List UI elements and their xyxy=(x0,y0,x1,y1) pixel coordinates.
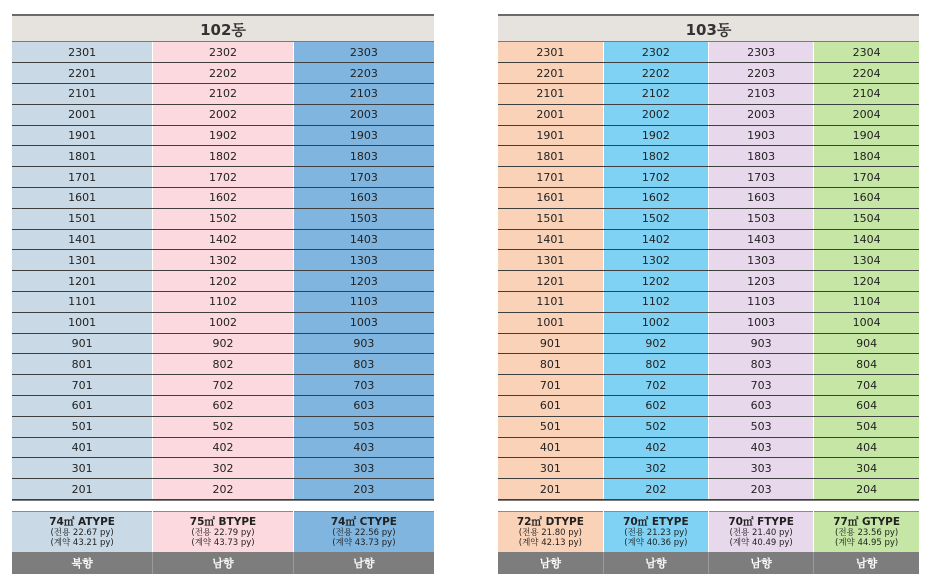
unit-cell: 504 xyxy=(814,416,919,437)
direction-row xyxy=(12,552,434,574)
type-name: 74㎡ ATYPE xyxy=(49,516,115,529)
table-row xyxy=(498,479,919,500)
unit-cell: 201 xyxy=(12,479,153,500)
table-row xyxy=(498,375,919,396)
table-row xyxy=(12,271,434,292)
unit-cell: 602 xyxy=(603,396,708,417)
unit-cell: 1701 xyxy=(498,167,603,188)
table-row xyxy=(12,125,434,146)
contract-area: (계약 43.73 py) xyxy=(332,538,396,549)
unit-cell: 2003 xyxy=(709,104,814,125)
unit-cell: 401 xyxy=(498,437,603,458)
unit-cell: 403 xyxy=(293,437,434,458)
exclusive-area: (전용 21.23 py) xyxy=(624,528,688,539)
table-row xyxy=(498,354,919,375)
unit-cell: 1001 xyxy=(498,312,603,333)
unit-cell: 1501 xyxy=(498,208,603,229)
type-name: 75㎡ BTYPE xyxy=(189,516,257,529)
table-row xyxy=(12,354,434,375)
unit-cell: 802 xyxy=(153,354,294,375)
table-row xyxy=(498,250,919,271)
unit-cell: 2204 xyxy=(814,63,919,84)
unit-cell: 503 xyxy=(293,416,434,437)
unit-cell: 502 xyxy=(153,416,294,437)
building-102-table xyxy=(12,14,434,574)
building-title: 102동 xyxy=(12,14,434,42)
unit-cell: 1401 xyxy=(12,229,153,250)
unit-cell: 904 xyxy=(814,333,919,354)
unit-cell: 1802 xyxy=(153,146,294,167)
unit-cell: 1903 xyxy=(709,125,814,146)
table-row xyxy=(498,146,919,167)
unit-cell: 501 xyxy=(12,416,153,437)
unit-cell: 203 xyxy=(293,479,434,500)
unit-cell: 1602 xyxy=(603,188,708,209)
unit-type-cell xyxy=(814,512,919,553)
unit-cell: 502 xyxy=(603,416,708,437)
unit-cell: 302 xyxy=(153,458,294,479)
unit-type-cell xyxy=(12,512,153,553)
unit-cell: 1104 xyxy=(814,292,919,313)
unit-cell: 1103 xyxy=(293,292,434,313)
unit-cell: 804 xyxy=(814,354,919,375)
table-row xyxy=(498,188,919,209)
table-row xyxy=(12,146,434,167)
unit-cell: 402 xyxy=(603,437,708,458)
type-name: 77㎡ GTYPE xyxy=(833,516,901,529)
building-title: 103동 xyxy=(498,14,919,42)
unit-cell: 304 xyxy=(814,458,919,479)
unit-cell: 1201 xyxy=(12,271,153,292)
unit-cell: 1403 xyxy=(709,229,814,250)
direction-cell: 남향 xyxy=(603,552,708,574)
unit-cell: 701 xyxy=(498,375,603,396)
unit-cell: 2002 xyxy=(153,104,294,125)
unit-cell: 501 xyxy=(498,416,603,437)
unit-cell: 2302 xyxy=(153,42,294,63)
unit-grid xyxy=(498,42,919,500)
unit-cell: 2203 xyxy=(709,63,814,84)
table-row xyxy=(498,104,919,125)
unit-cell: 1702 xyxy=(153,167,294,188)
unit-type-cell xyxy=(603,512,708,553)
table-row xyxy=(498,42,919,63)
unit-cell: 2304 xyxy=(814,42,919,63)
direction-cell: 북향 xyxy=(12,552,153,574)
unit-cell: 403 xyxy=(709,437,814,458)
exclusive-area: (전용 21.40 py) xyxy=(729,528,793,539)
table-row xyxy=(12,375,434,396)
table-row xyxy=(498,63,919,84)
section-divider xyxy=(498,500,919,511)
unit-cell: 2103 xyxy=(293,84,434,105)
table-row xyxy=(12,292,434,313)
table-row xyxy=(12,416,434,437)
unit-cell: 1401 xyxy=(498,229,603,250)
unit-cell: 703 xyxy=(293,375,434,396)
unit-cell: 1803 xyxy=(709,146,814,167)
direction-cell: 남향 xyxy=(709,552,814,574)
building-103-table xyxy=(498,14,919,574)
unit-cell: 204 xyxy=(814,479,919,500)
exclusive-area: (전용 21.80 py) xyxy=(518,528,582,539)
unit-cell: 902 xyxy=(153,333,294,354)
table-row xyxy=(498,458,919,479)
unit-cell: 1804 xyxy=(814,146,919,167)
unit-cell: 1001 xyxy=(12,312,153,333)
unit-cell: 2102 xyxy=(603,84,708,105)
unit-cell: 801 xyxy=(498,354,603,375)
unit-cell: 1501 xyxy=(12,208,153,229)
unit-cell: 2002 xyxy=(603,104,708,125)
table-row xyxy=(12,42,434,63)
unit-cell: 601 xyxy=(12,396,153,417)
unit-cell: 1101 xyxy=(498,292,603,313)
exclusive-area: (전용 23.56 py) xyxy=(835,528,899,539)
type-name: 74㎡ CTYPE xyxy=(330,516,397,529)
unit-cell: 2003 xyxy=(293,104,434,125)
unit-cell: 1503 xyxy=(293,208,434,229)
table-row xyxy=(498,229,919,250)
table-row xyxy=(498,312,919,333)
contract-area: (계약 40.49 py) xyxy=(729,538,793,549)
unit-cell: 2303 xyxy=(293,42,434,63)
unit-cell: 602 xyxy=(153,396,294,417)
unit-cell: 1703 xyxy=(293,167,434,188)
unit-cell: 603 xyxy=(709,396,814,417)
unit-cell: 1601 xyxy=(12,188,153,209)
table-row xyxy=(12,188,434,209)
unit-cell: 2001 xyxy=(12,104,153,125)
unit-cell: 1504 xyxy=(814,208,919,229)
unit-cell: 2201 xyxy=(12,63,153,84)
unit-cell: 1003 xyxy=(293,312,434,333)
direction-cell: 남향 xyxy=(293,552,434,574)
contract-area: (계약 43.73 py) xyxy=(191,538,255,549)
unit-cell: 902 xyxy=(603,333,708,354)
unit-cell: 1102 xyxy=(153,292,294,313)
unit-cell: 1902 xyxy=(603,125,708,146)
unit-cell: 702 xyxy=(153,375,294,396)
unit-cell: 802 xyxy=(603,354,708,375)
type-name: 70㎡ FTYPE xyxy=(728,516,794,529)
section-divider xyxy=(12,500,434,511)
unit-cell: 1704 xyxy=(814,167,919,188)
table-row xyxy=(498,437,919,458)
table-row xyxy=(12,312,434,333)
table-row xyxy=(498,271,919,292)
unit-cell: 1502 xyxy=(153,208,294,229)
direction-cell: 남향 xyxy=(814,552,919,574)
unit-cell: 1301 xyxy=(498,250,603,271)
unit-cell: 702 xyxy=(603,375,708,396)
unit-cell: 1603 xyxy=(709,188,814,209)
unit-type-row xyxy=(12,511,434,552)
unit-cell: 1901 xyxy=(12,125,153,146)
exclusive-area: (전용 22.79 py) xyxy=(191,528,255,539)
unit-cell: 301 xyxy=(12,458,153,479)
exclusive-area: (전용 22.67 py) xyxy=(50,528,114,539)
contract-area: (계약 44.95 py) xyxy=(835,538,899,549)
contract-area: (계약 42.13 py) xyxy=(518,538,582,549)
unit-type-cell xyxy=(293,512,434,553)
unit-cell: 2202 xyxy=(603,63,708,84)
unit-cell: 701 xyxy=(12,375,153,396)
unit-type-row xyxy=(498,511,919,552)
unit-cell: 1503 xyxy=(709,208,814,229)
unit-cell: 1201 xyxy=(498,271,603,292)
unit-cell: 401 xyxy=(12,437,153,458)
unit-cell: 2203 xyxy=(293,63,434,84)
type-name: 72㎡ DTYPE xyxy=(516,516,584,529)
unit-cell: 1004 xyxy=(814,312,919,333)
table-row xyxy=(498,84,919,105)
unit-cell: 1502 xyxy=(603,208,708,229)
direction-cell: 남향 xyxy=(498,552,603,574)
unit-cell: 203 xyxy=(709,479,814,500)
unit-cell: 1202 xyxy=(603,271,708,292)
contract-area: (계약 40.36 py) xyxy=(624,538,688,549)
unit-type-cell xyxy=(709,512,814,553)
unit-cell: 2101 xyxy=(498,84,603,105)
table-row xyxy=(12,479,434,500)
unit-cell: 1203 xyxy=(709,271,814,292)
unit-grid xyxy=(12,42,434,500)
unit-cell: 1402 xyxy=(153,229,294,250)
unit-cell: 2301 xyxy=(498,42,603,63)
unit-cell: 303 xyxy=(709,458,814,479)
unit-cell: 903 xyxy=(293,333,434,354)
table-row xyxy=(498,208,919,229)
unit-cell: 1204 xyxy=(814,271,919,292)
unit-cell: 302 xyxy=(603,458,708,479)
unit-cell: 2301 xyxy=(12,42,153,63)
type-name: 70㎡ ETYPE xyxy=(623,516,689,529)
unit-cell: 1301 xyxy=(12,250,153,271)
unit-cell: 1904 xyxy=(814,125,919,146)
unit-cell: 2303 xyxy=(709,42,814,63)
unit-cell: 2001 xyxy=(498,104,603,125)
unit-cell: 1302 xyxy=(153,250,294,271)
table-row xyxy=(12,396,434,417)
unit-cell: 2104 xyxy=(814,84,919,105)
unit-cell: 1801 xyxy=(12,146,153,167)
unit-cell: 2302 xyxy=(603,42,708,63)
table-row xyxy=(12,167,434,188)
table-row xyxy=(498,292,919,313)
table-row xyxy=(498,125,919,146)
unit-cell: 1802 xyxy=(603,146,708,167)
unit-cell: 1102 xyxy=(603,292,708,313)
table-row xyxy=(498,396,919,417)
unit-type-cell xyxy=(498,512,603,553)
unit-cell: 1002 xyxy=(603,312,708,333)
unit-cell: 503 xyxy=(709,416,814,437)
unit-cell: 803 xyxy=(293,354,434,375)
unit-cell: 601 xyxy=(498,396,603,417)
unit-cell: 2202 xyxy=(153,63,294,84)
unit-cell: 1202 xyxy=(153,271,294,292)
unit-cell: 202 xyxy=(153,479,294,500)
unit-cell: 603 xyxy=(293,396,434,417)
table-row xyxy=(12,63,434,84)
direction-row xyxy=(498,552,919,574)
unit-cell: 201 xyxy=(498,479,603,500)
table-row xyxy=(12,437,434,458)
unit-cell: 704 xyxy=(814,375,919,396)
unit-cell: 901 xyxy=(12,333,153,354)
table-row xyxy=(12,104,434,125)
unit-cell: 404 xyxy=(814,437,919,458)
unit-cell: 703 xyxy=(709,375,814,396)
unit-cell: 1302 xyxy=(603,250,708,271)
unit-type-cell xyxy=(153,512,294,553)
unit-cell: 2004 xyxy=(814,104,919,125)
unit-cell: 1304 xyxy=(814,250,919,271)
unit-cell: 2103 xyxy=(709,84,814,105)
unit-cell: 1103 xyxy=(709,292,814,313)
unit-cell: 301 xyxy=(498,458,603,479)
unit-cell: 903 xyxy=(709,333,814,354)
unit-cell: 1801 xyxy=(498,146,603,167)
unit-cell: 2201 xyxy=(498,63,603,84)
unit-cell: 1601 xyxy=(498,188,603,209)
table-row xyxy=(498,333,919,354)
unit-cell: 303 xyxy=(293,458,434,479)
table-row xyxy=(12,458,434,479)
table-row xyxy=(12,333,434,354)
unit-cell: 1403 xyxy=(293,229,434,250)
direction-cell: 남향 xyxy=(153,552,294,574)
unit-cell: 1702 xyxy=(603,167,708,188)
unit-cell: 1404 xyxy=(814,229,919,250)
unit-cell: 1603 xyxy=(293,188,434,209)
unit-cell: 1002 xyxy=(153,312,294,333)
unit-cell: 901 xyxy=(498,333,603,354)
unit-cell: 1101 xyxy=(12,292,153,313)
unit-cell: 1402 xyxy=(603,229,708,250)
unit-cell: 1003 xyxy=(709,312,814,333)
unit-cell: 1303 xyxy=(709,250,814,271)
unit-cell: 803 xyxy=(709,354,814,375)
table-row xyxy=(498,167,919,188)
unit-cell: 2102 xyxy=(153,84,294,105)
table-row xyxy=(12,250,434,271)
contract-area: (계약 43.21 py) xyxy=(50,538,114,549)
unit-cell: 1604 xyxy=(814,188,919,209)
unit-cell: 402 xyxy=(153,437,294,458)
unit-cell: 1203 xyxy=(293,271,434,292)
unit-cell: 604 xyxy=(814,396,919,417)
unit-cell: 2101 xyxy=(12,84,153,105)
table-row xyxy=(12,229,434,250)
unit-cell: 1703 xyxy=(709,167,814,188)
unit-cell: 202 xyxy=(603,479,708,500)
unit-cell: 1903 xyxy=(293,125,434,146)
table-row xyxy=(12,84,434,105)
table-row xyxy=(498,416,919,437)
exclusive-area: (전용 22.56 py) xyxy=(332,528,396,539)
table-row xyxy=(12,208,434,229)
unit-cell: 1902 xyxy=(153,125,294,146)
unit-cell: 1803 xyxy=(293,146,434,167)
unit-cell: 1602 xyxy=(153,188,294,209)
unit-cell: 801 xyxy=(12,354,153,375)
unit-cell: 1303 xyxy=(293,250,434,271)
unit-cell: 1701 xyxy=(12,167,153,188)
unit-cell: 1901 xyxy=(498,125,603,146)
